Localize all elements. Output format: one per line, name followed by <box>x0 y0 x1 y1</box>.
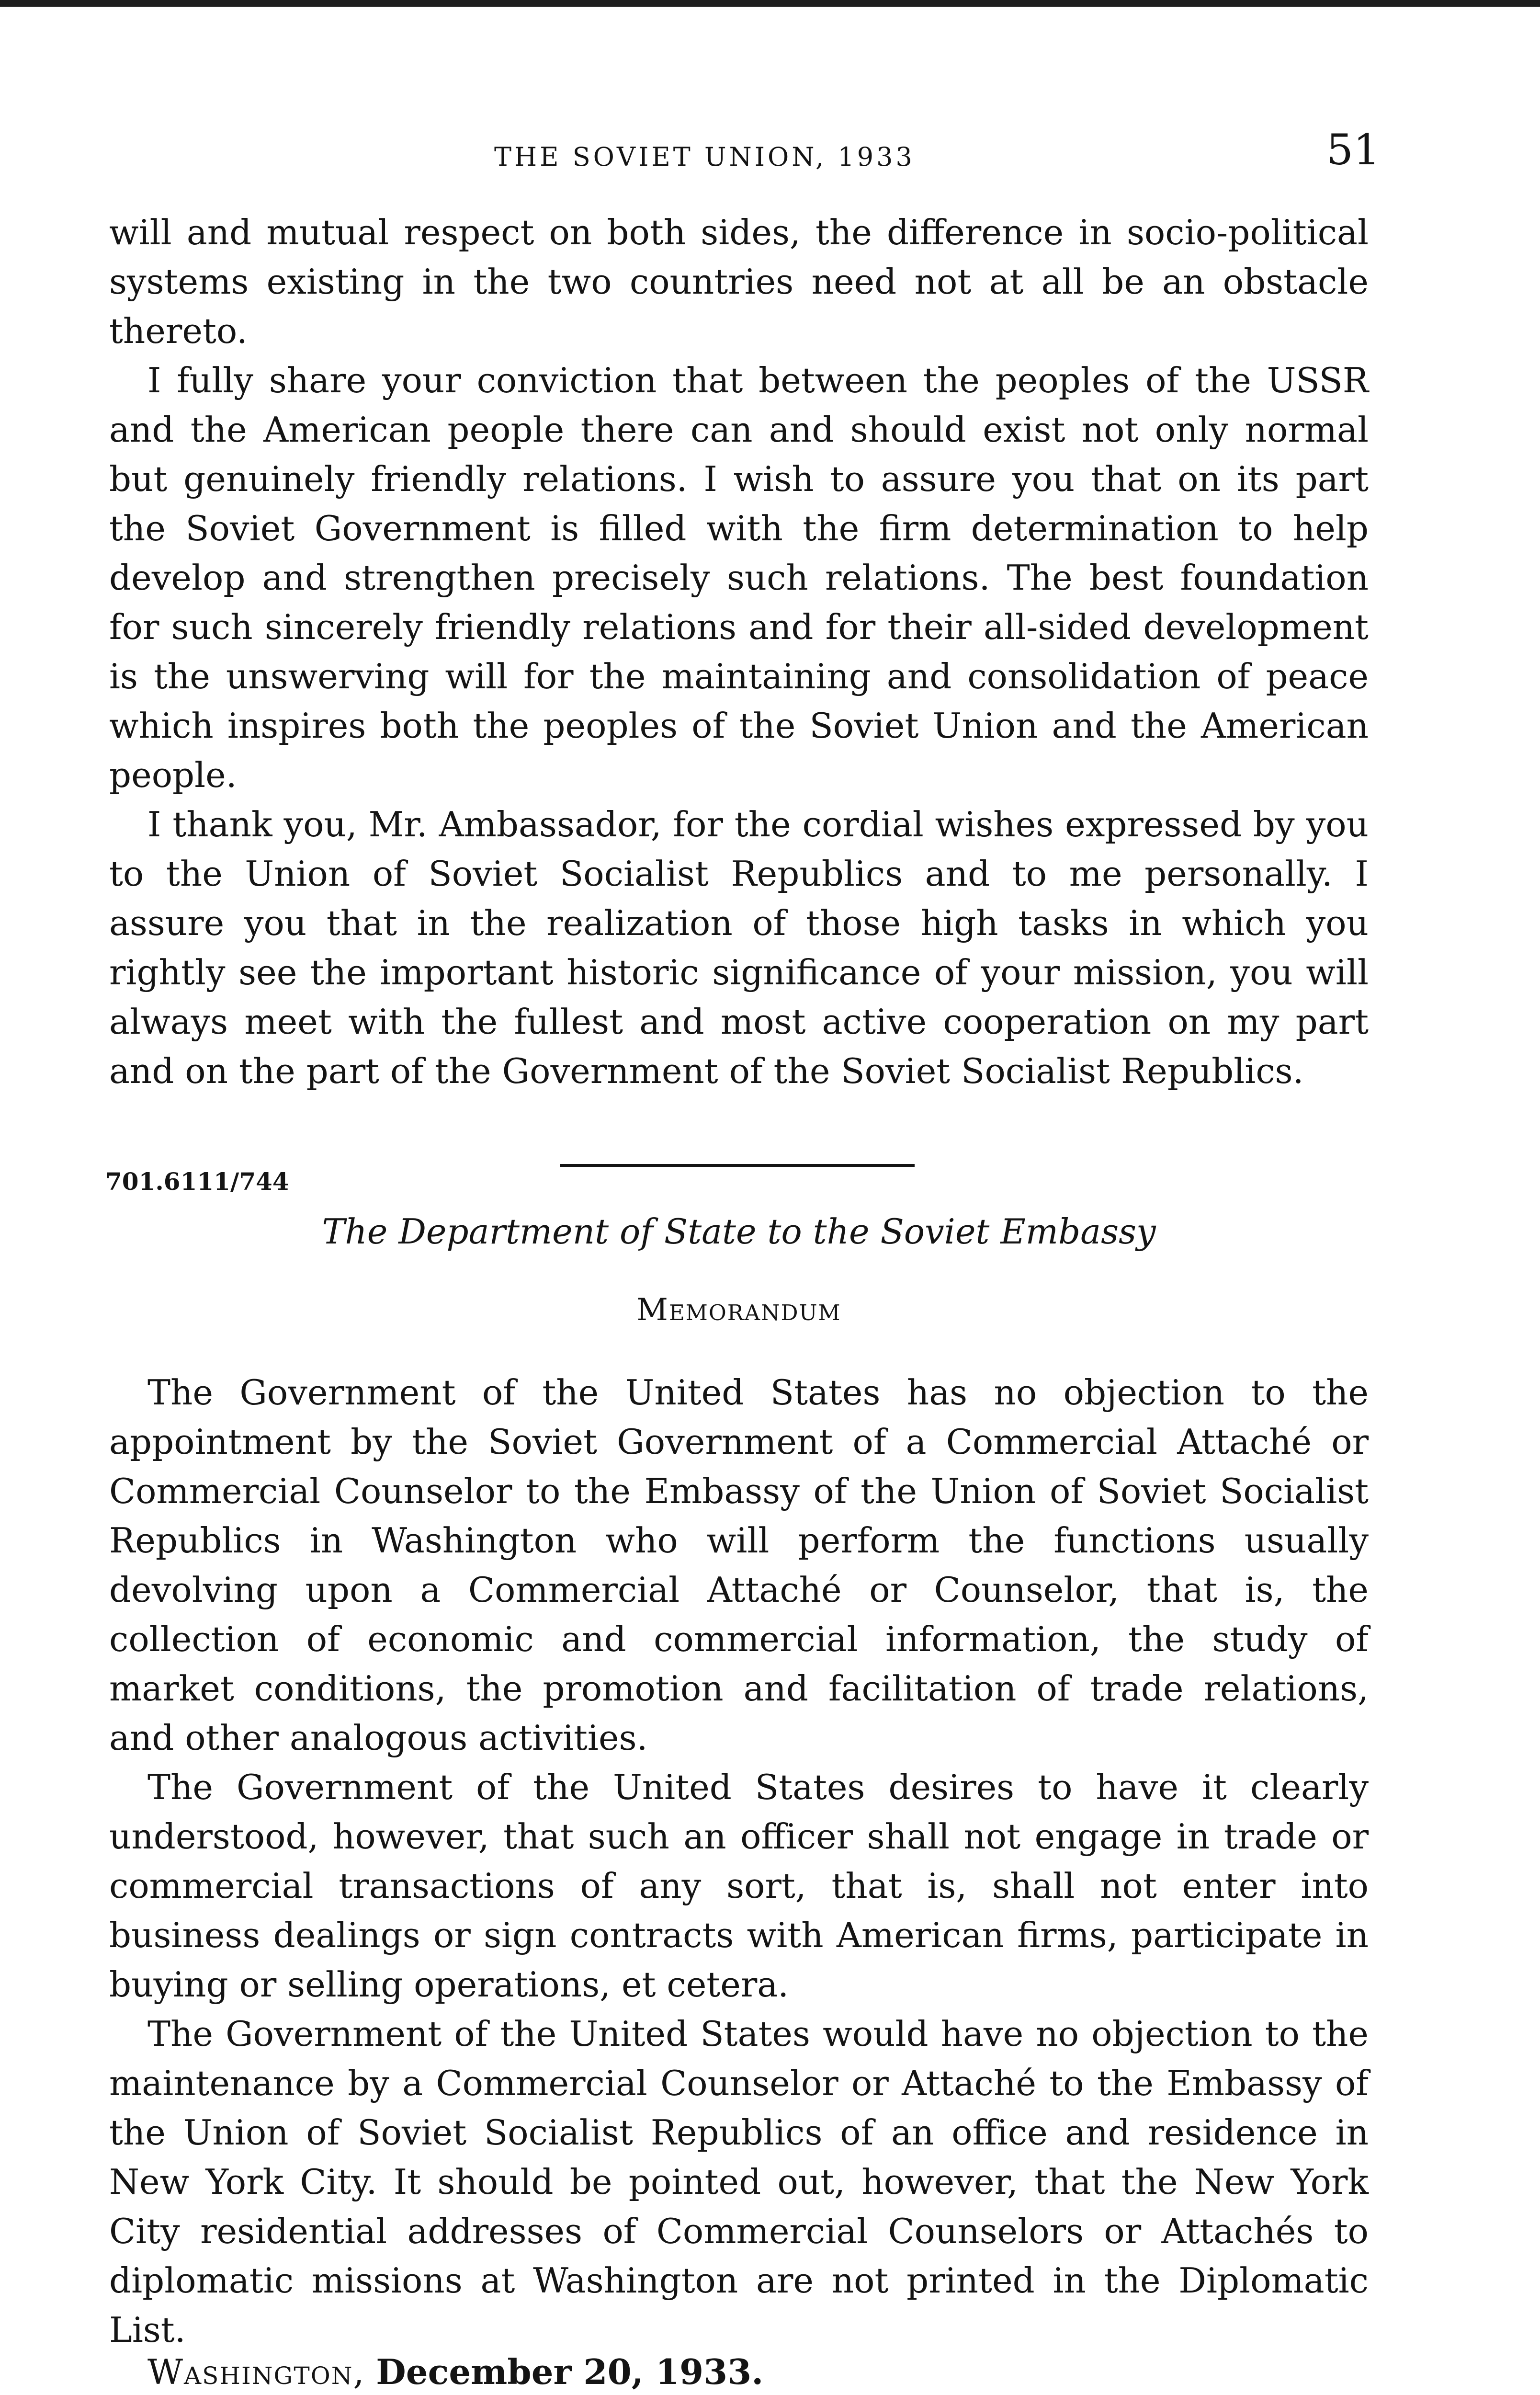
dateline-date: December 20, 1933. <box>376 2351 764 2392</box>
section-divider <box>560 1164 915 1167</box>
memo-paragraph-2: The Government of the United States desires to have it clearly understood, however, that such an officer shall not engage in trade or commercial transactions of any sort, that is, shall not enter into business dealings or sign contracts with American firms, participate in buying or selling operations, et cetera. <box>109 1767 1369 2005</box>
page-number: 51 <box>1326 125 1380 174</box>
dateline <box>147 2347 763 2395</box>
file-number: 701.6111/744 <box>105 1167 289 1196</box>
dateline-place: Washington, <box>147 2352 365 2392</box>
letter-continuation <box>109 208 1369 1096</box>
memo-paragraph-3: The Government of the United States would have no objection to the maintenance by a Commercial Counselor or Attaché to the Embassy of the Union of Soviet Socialist Republics of an office and residence in New York City. It should be pointed out, however, that the New York City residential addresses of Commercial Counselors or Attachés to diplomatic missions at Washington are not printed in the Diplomatic List. <box>109 2014 1369 2350</box>
memorandum-label: Memorandum <box>636 1292 841 1328</box>
letter-paragraph-1: will and mutual respect on both sides, the difference in socio-political systems existing in the two countries need not at all be an obstacle thereto. <box>109 212 1369 351</box>
memorandum-body <box>109 1368 1369 2355</box>
running-head: THE SOVIET UNION, 1933 <box>494 142 915 172</box>
top-border-rule <box>0 0 1540 7</box>
memo-paragraph-1: The Government of the United States has no objection to the appointment by the Soviet Government of a Commercial Attaché or Commercial Counselor to the Embassy of the Union of Soviet Socialist Republics in Washington who will perform the functions usually devolving upon a Commercial Attaché or Counselor, that is, the collection of economic and commercial information, the study of market conditions, the promotion and facilitation of trade relations, and other analogous activities. <box>109 1372 1369 1758</box>
letter-paragraph-2: I fully share your conviction that between the peoples of the USSR and the American people there can and should exist not only normal but genuinely friendly relations. I wish to assure you that on its part the Soviet Government is filled with the firm determination to help develop and strengthen precisely such relations. The best foundation for such sincerely friendly relations and for their all-sided development is the unswerving will for the maintaining and consolidation of peace which inspires both the peoples of the Soviet Union and the American people. <box>109 360 1369 795</box>
document-title: The Department of State to the Soviet Embassy <box>322 1211 1156 1252</box>
letter-paragraph-3: I thank you, Mr. Ambassador, for the cordial wishes expressed by you to the Union of Soviet Socialist Republics and to me personally. I assure you that in the realization of those high tasks in which you rightly see the important historic significance of your mission, you will always meet with the fullest and most active cooperation on my part and on the part of the Government of the Soviet Socialist Republics. <box>109 804 1369 1091</box>
